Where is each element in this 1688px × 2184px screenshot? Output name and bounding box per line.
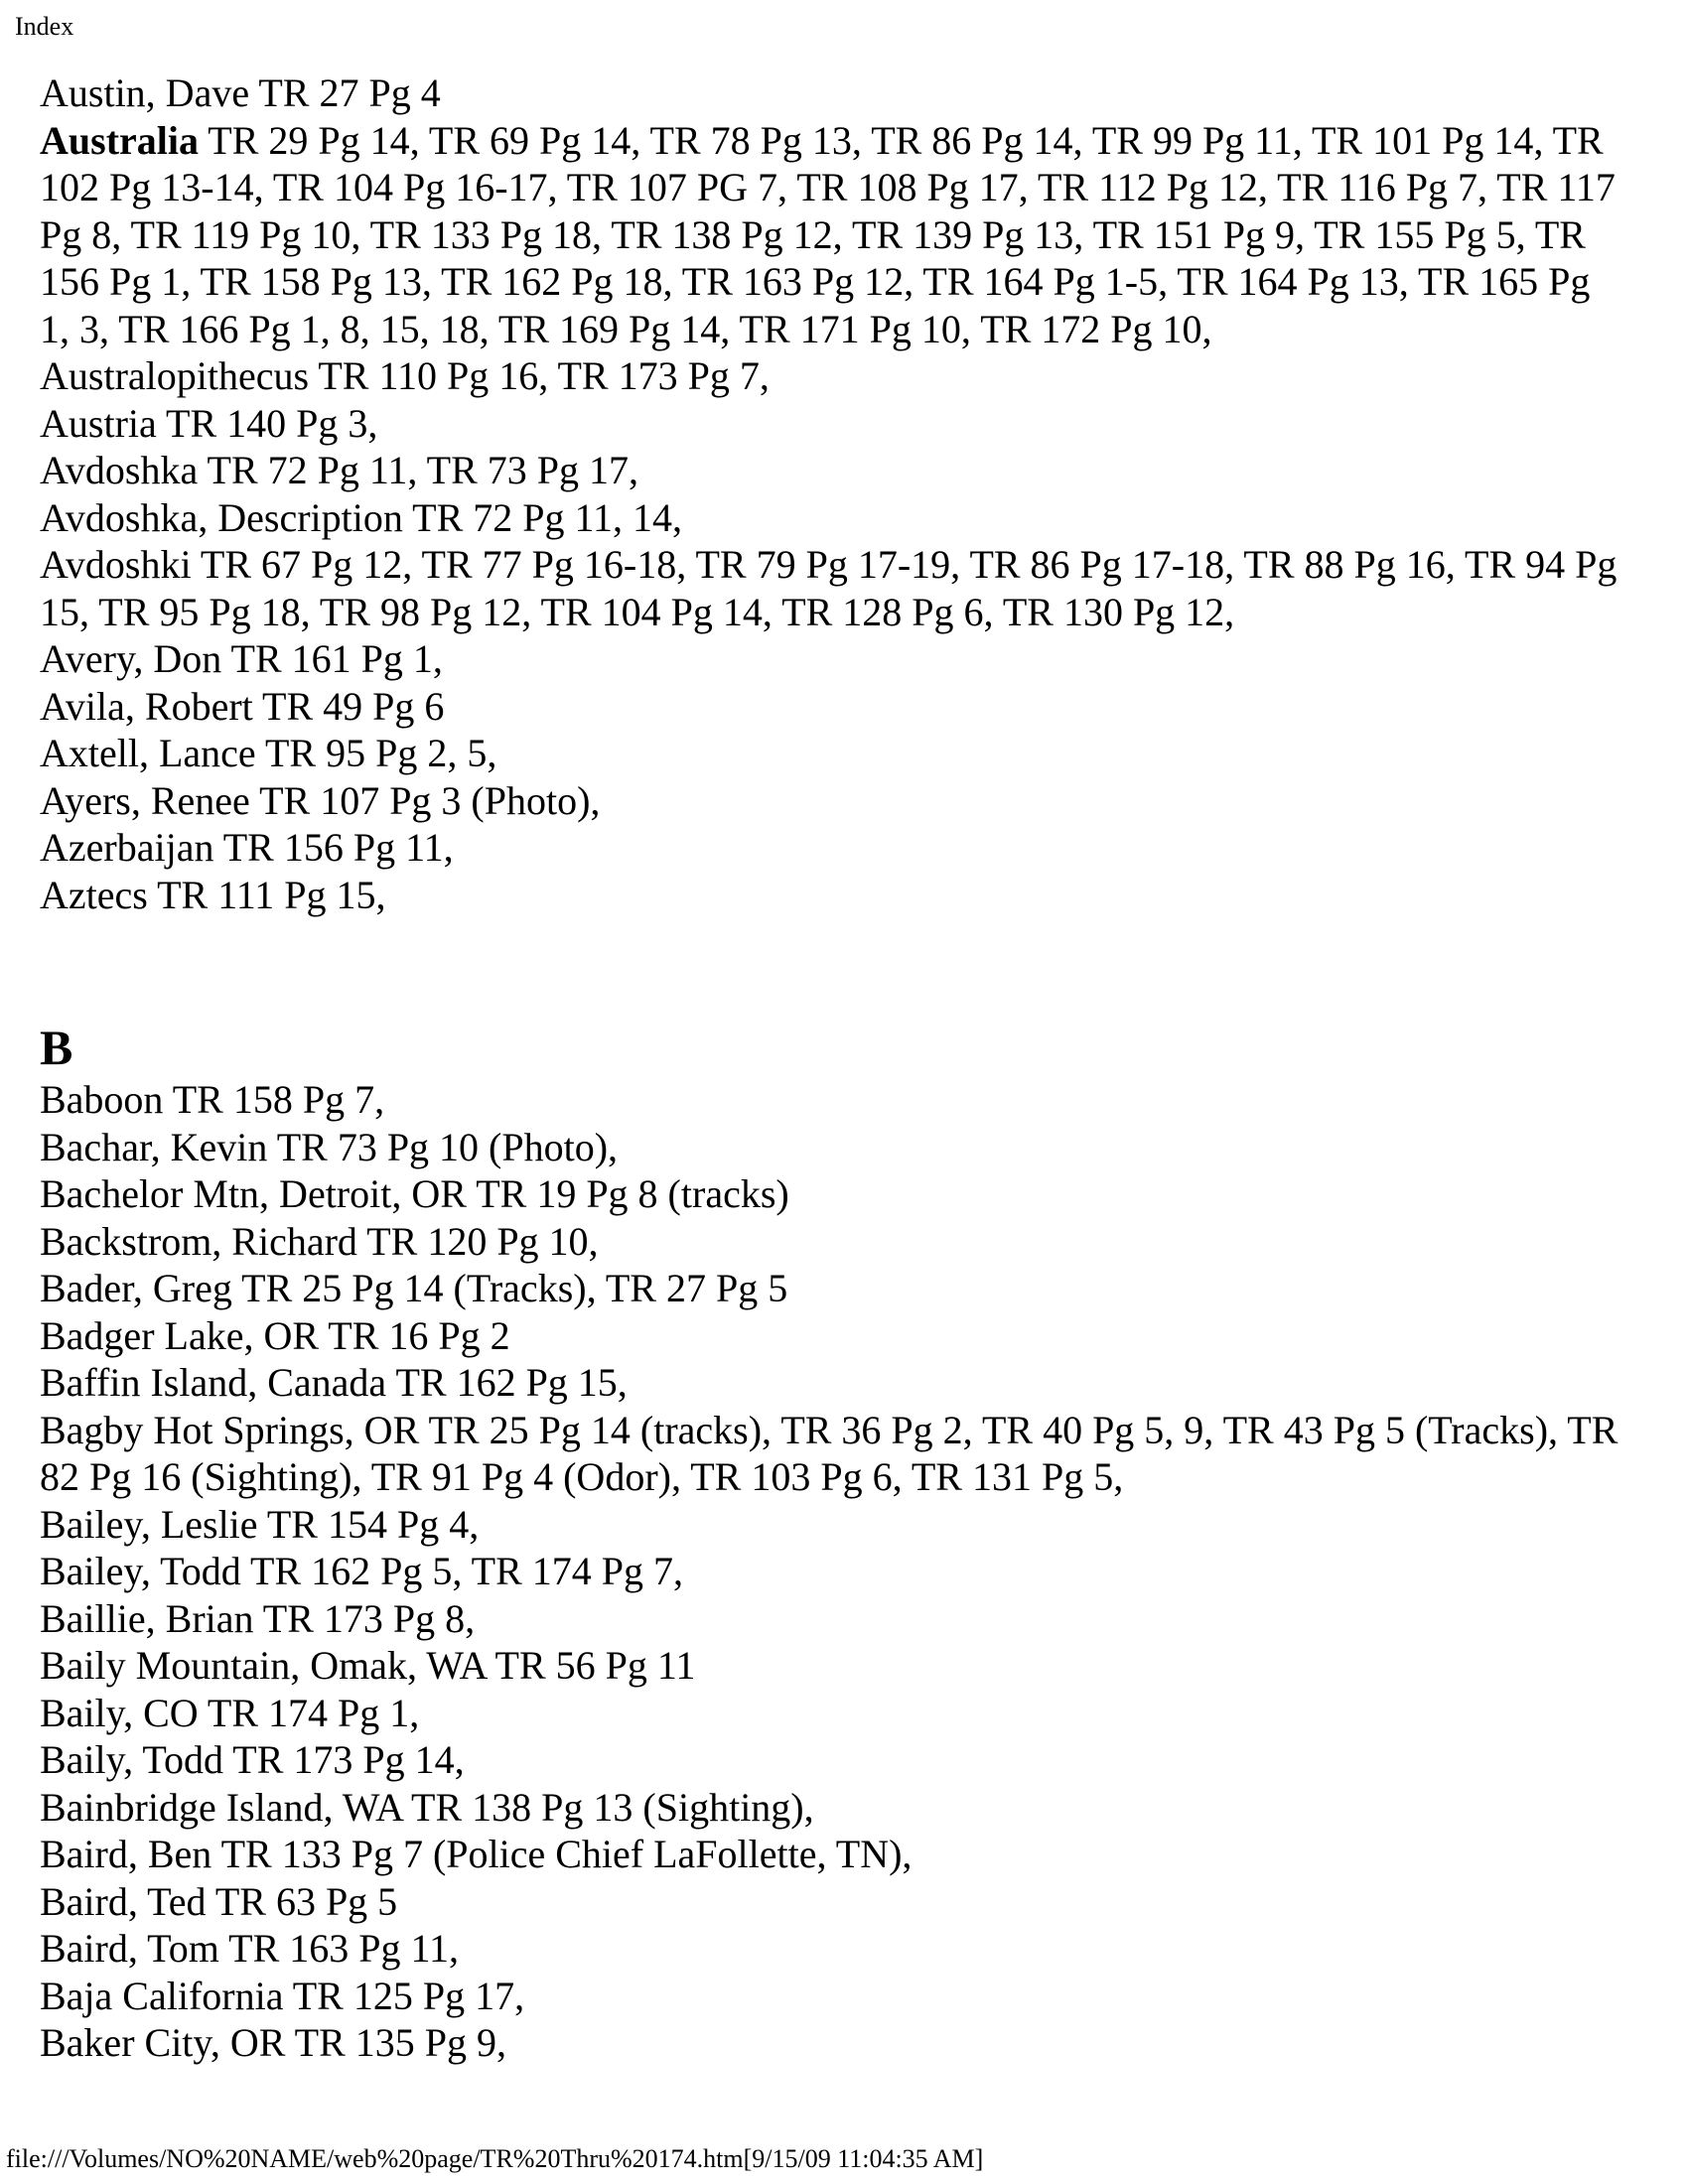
entry-term: Baboon: [40, 1077, 164, 1122]
entry-term: Baird, Tom: [40, 1926, 219, 1971]
entry-refs: TR 154 Pg 4,: [257, 1501, 480, 1547]
entry-term: Aztecs: [40, 872, 148, 917]
entry-term: Bagby Hot Springs, OR: [40, 1407, 420, 1452]
index-entry: [40, 1407, 1618, 1501]
index-entry: [40, 447, 1618, 494]
index-entry: [40, 1831, 1618, 1878]
entry-term: Baily Mountain, Omak, WA: [40, 1643, 487, 1688]
entry-refs: TR 174 Pg 1,: [198, 1690, 420, 1735]
index-entry: [40, 1925, 1618, 1973]
entry-term: Axtell, Lance: [40, 731, 256, 775]
index-entry: [40, 1878, 1618, 1926]
entry-term: Baker City, OR: [40, 2020, 286, 2065]
entry-term: Avdoshka, Description: [40, 494, 403, 540]
index-entry: [40, 1973, 1618, 2020]
entry-refs: TR 27 Pg 4: [249, 70, 441, 115]
entry-term: Avila, Robert: [40, 683, 253, 729]
entry-term: Australia: [40, 117, 199, 163]
entry-term: Baja California: [40, 1973, 284, 2018]
entry-term: Australopithecus: [40, 353, 310, 398]
index-entry: [40, 352, 1618, 400]
index-entry: [40, 1359, 1618, 1407]
entry-refs: TR 49 Pg 6: [252, 683, 445, 729]
section-heading-b: B: [40, 1020, 73, 1075]
entry-term: Avdoshki: [40, 542, 192, 587]
entry-refs: TR 163 Pg 11,: [218, 1926, 460, 1971]
index-section-a: [40, 69, 1618, 918]
entry-refs: TR 72 Pg 11, TR 73 Pg 17,: [198, 448, 639, 492]
index-entry: [40, 400, 1618, 448]
entry-refs: TR 73 Pg 10 (Photo),: [267, 1124, 619, 1169]
index-entry: [40, 1548, 1618, 1595]
index-entry: [40, 1218, 1618, 1266]
entry-refs: TR 162 Pg 15,: [386, 1360, 628, 1405]
entry-refs: TR 133 Pg 7 (Police Chief LaFollette, TN),: [211, 1832, 913, 1876]
entry-term: Ayers, Renee: [40, 777, 250, 823]
entry-refs: TR 16 Pg 2: [319, 1312, 510, 1358]
entry-term: Backstrom, Richard: [40, 1218, 357, 1264]
entry-term: Baily, Todd: [40, 1737, 223, 1782]
entry-refs: TR 110 Pg 16, TR 173 Pg 7,: [309, 353, 770, 398]
index-page-body: [40, 69, 1618, 2067]
index-section-b: [40, 1019, 1618, 2067]
entry-term: Baird, Ben: [40, 1832, 212, 1876]
entry-term: Austin, Dave: [40, 70, 250, 115]
entry-refs: TR 72 Pg 11, 14,: [402, 494, 683, 540]
index-entry: [40, 494, 1618, 542]
index-entry: [40, 1076, 1618, 1124]
index-entry: [40, 541, 1618, 635]
entry-refs: TR 158 Pg 7,: [163, 1077, 385, 1122]
index-entry: [40, 117, 1618, 353]
entry-term: Baird, Ted: [40, 1878, 207, 1924]
entry-refs: TR 25 Pg 14 (tracks), TR 36 Pg 2, TR 40 Pg 5, 9, TR 43 Pg 5 (Tracks), TR 82 Pg 16 (Sighting), TR 91 Pg 4 (Odor), TR 103 Pg 6, TR 131 Pg 5,: [40, 1407, 1618, 1499]
print-footer-path: file:///Volumes/NO%20NAME/web%20page/TR%20Thru%20174.htm[9/15/09 11:04:35 AM]: [6, 2144, 984, 2173]
entry-refs: TR 135 Pg 9,: [285, 2020, 507, 2065]
entry-term: Avery, Don: [40, 636, 222, 681]
entry-refs: TR 138 Pg 13 (Sighting),: [401, 1784, 814, 1830]
entry-refs: TR 19 Pg 8 (tracks): [466, 1171, 789, 1216]
index-entry: [40, 777, 1618, 825]
entry-refs: TR 125 Pg 17,: [283, 1973, 525, 2018]
index-entry: [40, 1736, 1618, 1784]
entry-term: Bachelor Mtn, Detroit, OR: [40, 1171, 467, 1216]
entry-refs: TR 120 Pg 10,: [356, 1218, 599, 1264]
entry-refs: TR 173 Pg 14,: [222, 1737, 465, 1782]
index-entry: [40, 1690, 1618, 1737]
entry-term: Badger Lake, OR: [40, 1312, 320, 1358]
entry-term: Bader, Greg: [40, 1266, 232, 1310]
entry-refs: TR 67 Pg 12, TR 77 Pg 16-18, TR 79 Pg 17-19, TR 86 Pg 17-18, TR 88 Pg 16, TR 94 Pg 15, TR 95 Pg 18, TR 98 Pg 12, TR 104 Pg 14, TR 128 Pg 6, TR 130 Pg 12,: [40, 542, 1618, 634]
entry-term: Bachar, Kevin: [40, 1124, 268, 1169]
entry-term: Baillie, Brian: [40, 1595, 254, 1641]
index-entry: [40, 635, 1618, 683]
entry-refs: TR 95 Pg 2, 5,: [255, 731, 497, 775]
index-entry: [40, 69, 1618, 117]
entry-refs: TR 56 Pg 11: [486, 1643, 696, 1688]
entry-term: Austria: [40, 400, 157, 446]
entry-refs: TR 173 Pg 8,: [253, 1595, 476, 1641]
entry-refs: TR 107 Pg 3 (Photo),: [249, 777, 601, 823]
entry-term: Baffin Island, Canada: [40, 1360, 387, 1405]
entry-refs: TR 156 Pg 11,: [213, 825, 454, 870]
index-entry: [40, 1265, 1618, 1312]
entry-term: Bailey, Leslie: [40, 1501, 258, 1547]
index-entry: [40, 1170, 1618, 1218]
entry-term: Bainbridge Island, WA: [40, 1784, 402, 1830]
index-entry: [40, 824, 1618, 872]
index-entry: [40, 683, 1618, 731]
index-entry: [40, 1642, 1618, 1690]
entry-refs: TR 161 Pg 1,: [221, 636, 443, 681]
index-entry: [40, 1501, 1618, 1549]
entry-refs: TR 111 Pg 15,: [147, 872, 386, 917]
entry-term: Avdoshka: [40, 448, 199, 492]
index-entry: [40, 1312, 1618, 1360]
index-entry: [40, 1124, 1618, 1171]
index-entry: [40, 1595, 1618, 1643]
index-entry: [40, 872, 1618, 919]
entry-term: Baily, CO: [40, 1690, 199, 1735]
index-entry: [40, 730, 1618, 777]
index-entry: [40, 2019, 1618, 2067]
entry-refs: TR 140 Pg 3,: [156, 400, 378, 446]
print-header-title: Index: [15, 12, 74, 41]
index-entry: [40, 1784, 1618, 1832]
entry-refs: TR 29 Pg 14, TR 69 Pg 14, TR 78 Pg 13, TR 86 Pg 14, TR 99 Pg 11, TR 101 Pg 14, TR 102 Pg 13-14, TR 104 Pg 16-17, TR 107 PG 7, TR 108 Pg 17, TR 112 Pg 12, TR 116 Pg 7, TR 117 Pg 8, TR 119 Pg 10, TR 133 Pg 18, TR 138 Pg 12, TR 139 Pg 13, TR 151 Pg 9, TR 155 Pg 5, TR 156 Pg 1, TR 158 Pg 13, TR 162 Pg 18, TR 163 Pg 12, TR 164 Pg 1-5, TR 164 Pg 13, TR 165 Pg 1, 3, TR 166 Pg 1, 8, 15, 18, TR 169 Pg 14, TR 171 Pg 10, TR 172 Pg 10,: [40, 117, 1616, 351]
entry-refs: TR 63 Pg 5: [206, 1878, 398, 1924]
entry-refs: TR 25 Pg 14 (Tracks), TR 27 Pg 5: [231, 1266, 788, 1310]
entry-term: Azerbaijan: [40, 825, 214, 870]
entry-refs: TR 162 Pg 5, TR 174 Pg 7,: [240, 1549, 684, 1593]
entry-term: Bailey, Todd: [40, 1549, 241, 1593]
